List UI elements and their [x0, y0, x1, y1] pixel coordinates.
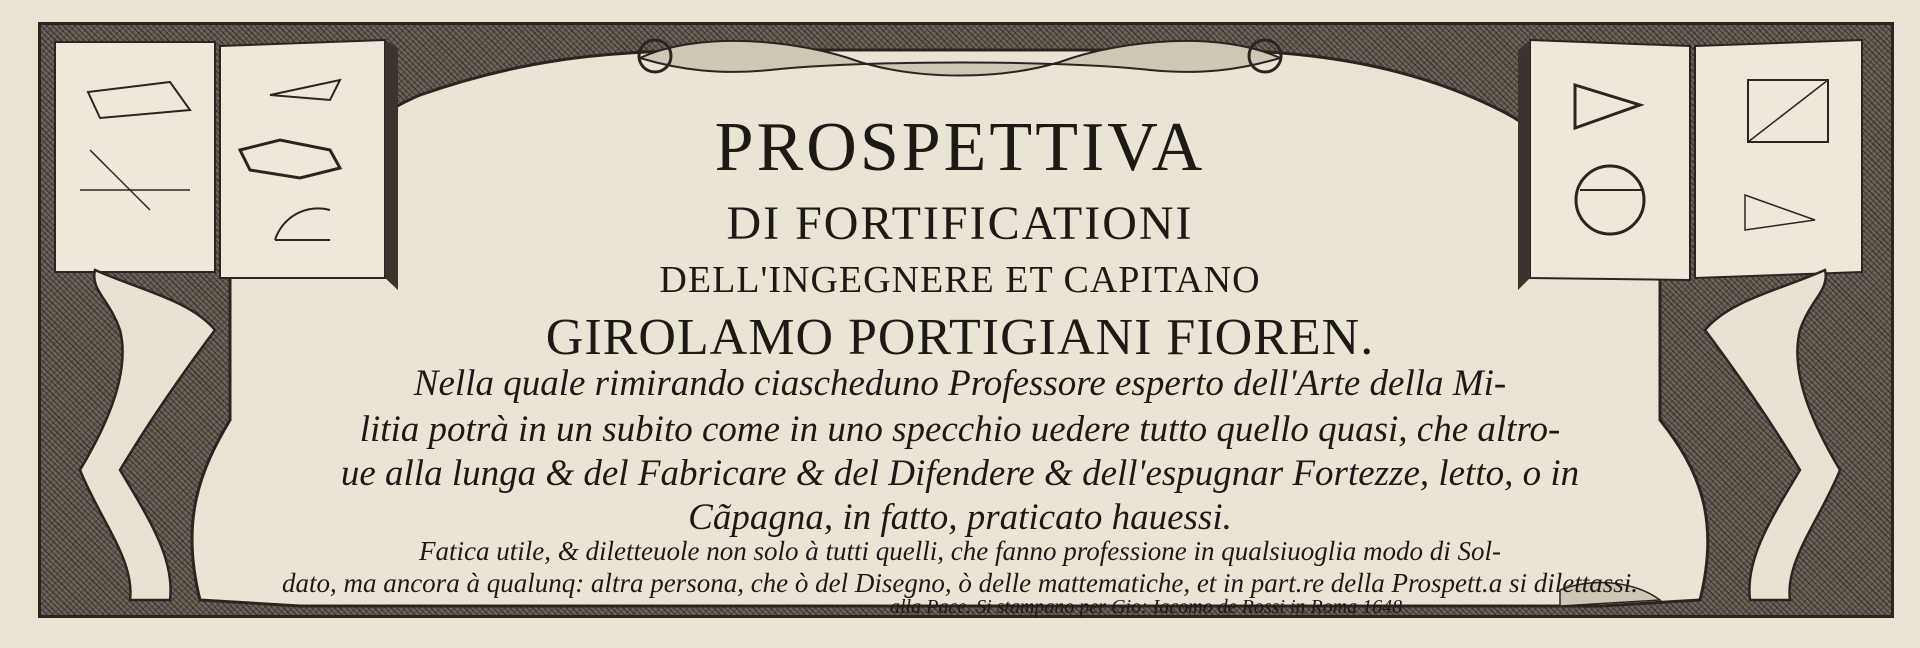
dedication-line-2: dato, ma ancora à qualunq: altra persona, che ò del Disegno, ò delle mattematiche, et in part.re della Prospett.a si dilettassi.	[281, 568, 1639, 598]
title-line-1: PROSPETTIVA	[714, 109, 1206, 186]
description-line-1: Nella quale rimirando ciascheduno Professore esperto dell'Arte della Mi-	[413, 363, 1507, 404]
author-line: GIROLAMO PORTIGIANI FIOREN.	[545, 309, 1375, 366]
description-line-2: litia potrà in un subito come in uno specchio uedere tutto quello quasi, che altro-	[359, 409, 1561, 450]
printer-imprint: alla Pace. Si stampano per Gio: Iacomo de Rossi in Roma 1648	[890, 596, 1403, 618]
title-line-2: DI FORTIFICATIONI	[726, 197, 1194, 250]
description-line-4: Cãpagna, in fatto, praticato hauessi.	[688, 497, 1232, 538]
description-line-3: ue alla lunga & del Fabricare & del Difendere & dell'espugnar Fortezze, letto, o in	[340, 453, 1580, 494]
title-line-3: DELL'INGEGNERE ET CAPITANO	[659, 259, 1261, 301]
dedication-line-1: Fatica utile, & diletteuole non solo à tutti quelli, che fanno professione in qualsiuoglia modo di Sol-	[419, 536, 1501, 566]
